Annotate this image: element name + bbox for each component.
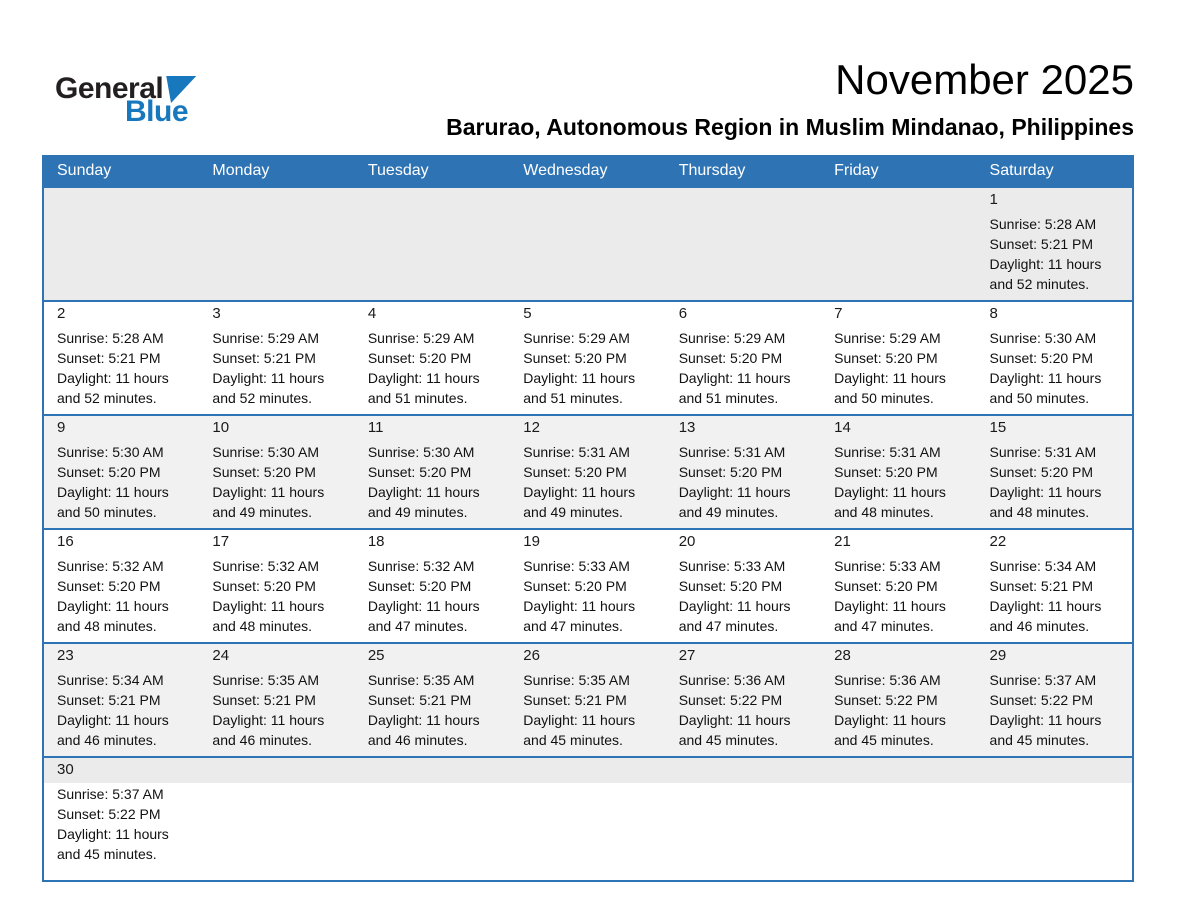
daylight-text: Daylight: 11 hours (523, 484, 636, 501)
day-cell-empty (666, 188, 821, 300)
day-number: 28 (834, 647, 851, 665)
daylight-text-2: and 50 minutes. (57, 504, 157, 521)
daylight-text: Daylight: 11 hours (678, 370, 791, 387)
daylight-text-2: and 52 minutes. (212, 390, 313, 407)
daylight-text: Daylight: 11 hours (367, 598, 480, 615)
day-cell-26 (510, 644, 665, 756)
daylight-text-2: and 45 minutes. (523, 732, 623, 749)
daylight-text: Daylight: 11 hours (678, 484, 791, 501)
daylight-text-2: and 49 minutes. (212, 504, 313, 521)
day-number: 14 (834, 419, 851, 437)
sunrise-text: Sunrise: 5:31 AM (834, 444, 941, 461)
sunrise-text: Sunrise: 5:37 AM (57, 786, 164, 803)
daylight-text-2: and 45 minutes. (678, 732, 779, 749)
weekday-header-wednesday: Wednesday (523, 162, 608, 179)
day-cell-empty (355, 758, 510, 880)
daylight-text-2: and 51 minutes. (523, 390, 623, 407)
weekday-header-tuesday: Tuesday (367, 162, 429, 179)
day-cell-20 (666, 530, 821, 642)
daylight-text-2: and 47 minutes. (834, 618, 934, 635)
sunrise-text: Sunrise: 5:30 AM (57, 444, 164, 461)
day-number: 24 (212, 647, 230, 665)
sunset-text: Sunset: 5:20 PM (678, 464, 783, 481)
sunset-text: Sunset: 5:21 PM (212, 692, 316, 709)
sunrise-text: Sunrise: 5:32 AM (367, 558, 475, 575)
sunset-text: Sunset: 5:20 PM (523, 350, 627, 367)
sunset-text: Sunset: 5:20 PM (834, 350, 938, 367)
daylight-text: Daylight: 11 hours (678, 598, 791, 615)
sunset-text: Sunset: 5:20 PM (367, 464, 472, 481)
daylight-text: Daylight: 11 hours (678, 712, 791, 729)
daylight-text-2: and 51 minutes. (367, 390, 468, 407)
sunset-text: Sunset: 5:20 PM (834, 464, 938, 481)
sunset-text: Sunset: 5:21 PM (57, 350, 161, 367)
day-cell-empty (199, 758, 354, 880)
day-number: 19 (523, 533, 540, 551)
sunrise-text: Sunrise: 5:29 AM (834, 330, 941, 347)
daylight-text: Daylight: 11 hours (57, 484, 169, 501)
day-cell-15 (977, 416, 1132, 528)
week-row-6 (44, 756, 1132, 880)
daylight-text: Daylight: 11 hours (834, 370, 946, 387)
sunrise-text: Sunrise: 5:32 AM (57, 558, 164, 575)
daylight-text-2: and 47 minutes. (523, 618, 623, 635)
daylight-text-2: and 49 minutes. (367, 504, 468, 521)
daylight-text-2: and 45 minutes. (834, 732, 934, 749)
sunset-text: Sunset: 5:20 PM (57, 464, 161, 481)
daylight-text: Daylight: 11 hours (57, 598, 169, 615)
sunrise-text: Sunrise: 5:34 AM (57, 672, 164, 689)
calendar-weeks (44, 186, 1132, 880)
daylight-text-2: and 45 minutes. (989, 732, 1090, 749)
day-number: 2 (57, 305, 66, 323)
sunset-text: Sunset: 5:20 PM (989, 464, 1094, 481)
daylight-text: Daylight: 11 hours (989, 256, 1102, 273)
sunrise-text: Sunrise: 5:35 AM (212, 672, 320, 689)
daylight-text: Daylight: 11 hours (212, 598, 325, 615)
day-cell-28 (821, 644, 976, 756)
daylight-text-2: and 47 minutes. (367, 618, 468, 635)
daylight-text: Daylight: 11 hours (989, 484, 1102, 501)
daylight-text-2: and 49 minutes. (523, 504, 623, 521)
week-row-4 (44, 528, 1132, 642)
sunrise-text: Sunrise: 5:30 AM (367, 444, 475, 461)
day-cell-27 (666, 644, 821, 756)
daylight-text: Daylight: 11 hours (989, 598, 1102, 615)
day-number: 6 (678, 305, 688, 323)
daylight-text: Daylight: 11 hours (523, 598, 636, 615)
day-number: 4 (367, 305, 377, 323)
calendar-table (42, 155, 1134, 882)
day-cell-empty (821, 188, 976, 300)
daylight-text: Daylight: 11 hours (989, 370, 1102, 387)
sunrise-text: Sunrise: 5:35 AM (523, 672, 630, 689)
day-cell-29 (977, 644, 1132, 756)
sunset-text: Sunset: 5:20 PM (678, 350, 783, 367)
sunrise-text: Sunrise: 5:29 AM (212, 330, 320, 347)
sunset-text: Sunset: 5:20 PM (678, 578, 783, 595)
sunset-text: Sunset: 5:21 PM (212, 350, 316, 367)
day-cell-16 (44, 530, 199, 642)
day-cell-empty (666, 758, 821, 880)
day-cell-7 (821, 302, 976, 414)
day-cell-empty (44, 188, 199, 300)
day-number: 9 (57, 419, 66, 437)
day-number: 17 (212, 533, 230, 551)
day-number: 12 (523, 419, 540, 437)
day-number: 8 (989, 305, 998, 323)
general-blue-logo (55, 74, 196, 127)
day-cell-12 (510, 416, 665, 528)
daylight-text: Daylight: 11 hours (834, 484, 946, 501)
weekday-header-monday: Monday (212, 162, 270, 179)
day-cell-14 (821, 416, 976, 528)
daylight-text-2: and 50 minutes. (989, 390, 1090, 407)
sunrise-text: Sunrise: 5:36 AM (834, 672, 941, 689)
day-cell-8 (977, 302, 1132, 414)
week-row-5 (44, 642, 1132, 756)
title-block (446, 56, 1134, 141)
day-number: 3 (212, 305, 221, 323)
day-cell-30 (44, 758, 199, 880)
day-cell-13 (666, 416, 821, 528)
day-cell-4 (355, 302, 510, 414)
day-number: 1 (989, 191, 998, 208)
day-cell-19 (510, 530, 665, 642)
week-row-2 (44, 300, 1132, 414)
day-number: 29 (989, 647, 1007, 665)
sunrise-text: Sunrise: 5:33 AM (834, 558, 941, 575)
daylight-text: Daylight: 11 hours (367, 484, 480, 501)
day-number: 30 (57, 761, 74, 779)
day-cell-24 (199, 644, 354, 756)
sunset-text: Sunset: 5:21 PM (989, 236, 1094, 253)
day-number: 26 (523, 647, 540, 665)
sunset-text: Sunset: 5:22 PM (678, 692, 783, 709)
sunset-text: Sunset: 5:20 PM (212, 578, 316, 595)
day-cell-22 (977, 530, 1132, 642)
sunrise-text: Sunrise: 5:31 AM (678, 444, 786, 461)
daylight-text: Daylight: 11 hours (367, 370, 480, 387)
day-cell-3 (199, 302, 354, 414)
day-cell-21 (821, 530, 976, 642)
daylight-text: Daylight: 11 hours (57, 712, 169, 729)
day-cell-empty (355, 188, 510, 300)
daylight-text-2: and 52 minutes. (57, 390, 157, 407)
sunrise-text: Sunrise: 5:36 AM (678, 672, 786, 689)
logo-text-blue: Blue (125, 95, 189, 128)
sunrise-text: Sunrise: 5:29 AM (523, 330, 630, 347)
sunset-text: Sunset: 5:22 PM (57, 806, 161, 823)
page-title: November 2025 (835, 56, 1134, 103)
day-cell-11 (355, 416, 510, 528)
daylight-text: Daylight: 11 hours (212, 484, 325, 501)
daylight-text-2: and 48 minutes. (989, 504, 1090, 521)
daylight-text-2: and 50 minutes. (834, 390, 934, 407)
day-cell-empty (977, 758, 1132, 880)
sunset-text: Sunset: 5:21 PM (367, 692, 472, 709)
day-number: 25 (367, 647, 385, 665)
daylight-text-2: and 49 minutes. (678, 504, 779, 521)
daylight-text-2: and 46 minutes. (212, 732, 313, 749)
daylight-text: Daylight: 11 hours (212, 370, 325, 387)
sunrise-text: Sunrise: 5:29 AM (367, 330, 475, 347)
day-cell-2 (44, 302, 199, 414)
logo-text-general: General (55, 72, 164, 105)
daylight-text-2: and 51 minutes. (678, 390, 779, 407)
sunset-text: Sunset: 5:20 PM (367, 350, 472, 367)
day-number: 13 (678, 419, 696, 437)
sunrise-text: Sunrise: 5:31 AM (523, 444, 630, 461)
daylight-text: Daylight: 11 hours (834, 712, 946, 729)
sunset-text: Sunset: 5:22 PM (989, 692, 1094, 709)
daylight-text-2: and 46 minutes. (57, 732, 157, 749)
day-number: 23 (57, 647, 74, 665)
day-number: 11 (367, 419, 384, 437)
day-cell-18 (355, 530, 510, 642)
sunset-text: Sunset: 5:21 PM (989, 578, 1094, 595)
day-number: 15 (989, 419, 1007, 437)
weekday-header-friday: Friday (834, 162, 879, 179)
day-number: 21 (834, 533, 851, 551)
sunset-text: Sunset: 5:21 PM (57, 692, 161, 709)
page-subtitle: Barurao, Autonomous Region in Muslim Mindanao, Philippines (446, 114, 1134, 140)
day-number: 10 (212, 419, 230, 437)
day-number: 20 (678, 533, 696, 551)
day-cell-5 (510, 302, 665, 414)
sunset-text: Sunset: 5:20 PM (834, 578, 938, 595)
day-cell-9 (44, 416, 199, 528)
day-number: 22 (989, 533, 1007, 551)
sunrise-text: Sunrise: 5:33 AM (523, 558, 630, 575)
sunrise-text: Sunrise: 5:35 AM (367, 672, 475, 689)
sunset-text: Sunset: 5:20 PM (367, 578, 472, 595)
day-cell-empty (510, 758, 665, 880)
weekday-header-saturday: Saturday (989, 162, 1054, 179)
sunset-text: Sunset: 5:20 PM (523, 464, 627, 481)
sunrise-text: Sunrise: 5:30 AM (212, 444, 320, 461)
daylight-text: Daylight: 11 hours (523, 712, 636, 729)
day-number: 16 (57, 533, 74, 551)
day-number: 5 (523, 305, 532, 323)
sunrise-text: Sunrise: 5:30 AM (989, 330, 1097, 347)
weekday-header-row (44, 155, 1132, 186)
daylight-text-2: and 46 minutes. (989, 618, 1090, 635)
daylight-text-2: and 45 minutes. (57, 846, 157, 863)
sunset-text: Sunset: 5:20 PM (523, 578, 627, 595)
day-cell-23 (44, 644, 199, 756)
sunrise-text: Sunrise: 5:32 AM (212, 558, 320, 575)
daylight-text: Daylight: 11 hours (57, 370, 169, 387)
daylight-text-2: and 46 minutes. (367, 732, 468, 749)
daylight-text: Daylight: 11 hours (834, 598, 946, 615)
sunset-text: Sunset: 5:20 PM (212, 464, 316, 481)
sunrise-text: Sunrise: 5:34 AM (989, 558, 1097, 575)
day-cell-17 (199, 530, 354, 642)
sunrise-text: Sunrise: 5:37 AM (989, 672, 1097, 689)
weekday-header-thursday: Thursday (678, 162, 746, 179)
sunrise-text: Sunrise: 5:29 AM (678, 330, 786, 347)
sunrise-text: Sunrise: 5:33 AM (678, 558, 786, 575)
weekday-header-sunday: Sunday (57, 162, 112, 179)
day-cell-10 (199, 416, 354, 528)
week-row-1 (44, 186, 1132, 300)
daylight-text: Daylight: 11 hours (212, 712, 325, 729)
day-cell-1 (977, 188, 1132, 300)
sunrise-text: Sunrise: 5:28 AM (989, 216, 1097, 232)
daylight-text-2: and 52 minutes. (989, 276, 1090, 293)
sunrise-text: Sunrise: 5:31 AM (989, 444, 1097, 461)
daylight-text: Daylight: 11 hours (989, 712, 1102, 729)
day-number: 18 (367, 533, 385, 551)
daylight-text: Daylight: 11 hours (57, 826, 169, 843)
sunrise-text: Sunrise: 5:28 AM (57, 330, 164, 347)
week-row-3 (44, 414, 1132, 528)
daylight-text-2: and 47 minutes. (678, 618, 779, 635)
daylight-text-2: and 48 minutes. (212, 618, 313, 635)
day-cell-empty (821, 758, 976, 880)
day-number: 7 (834, 305, 843, 323)
sunset-text: Sunset: 5:21 PM (523, 692, 627, 709)
sunset-text: Sunset: 5:20 PM (57, 578, 161, 595)
day-number: 27 (678, 647, 696, 665)
daylight-text-2: and 48 minutes. (57, 618, 157, 635)
sunset-text: Sunset: 5:22 PM (834, 692, 938, 709)
day-cell-6 (666, 302, 821, 414)
day-cell-empty (199, 188, 354, 300)
sunset-text: Sunset: 5:20 PM (989, 350, 1094, 367)
daylight-text: Daylight: 11 hours (523, 370, 636, 387)
daylight-text: Daylight: 11 hours (367, 712, 480, 729)
day-cell-empty (510, 188, 665, 300)
day-cell-25 (355, 644, 510, 756)
daylight-text-2: and 48 minutes. (834, 504, 934, 521)
page-header (0, 0, 1188, 141)
